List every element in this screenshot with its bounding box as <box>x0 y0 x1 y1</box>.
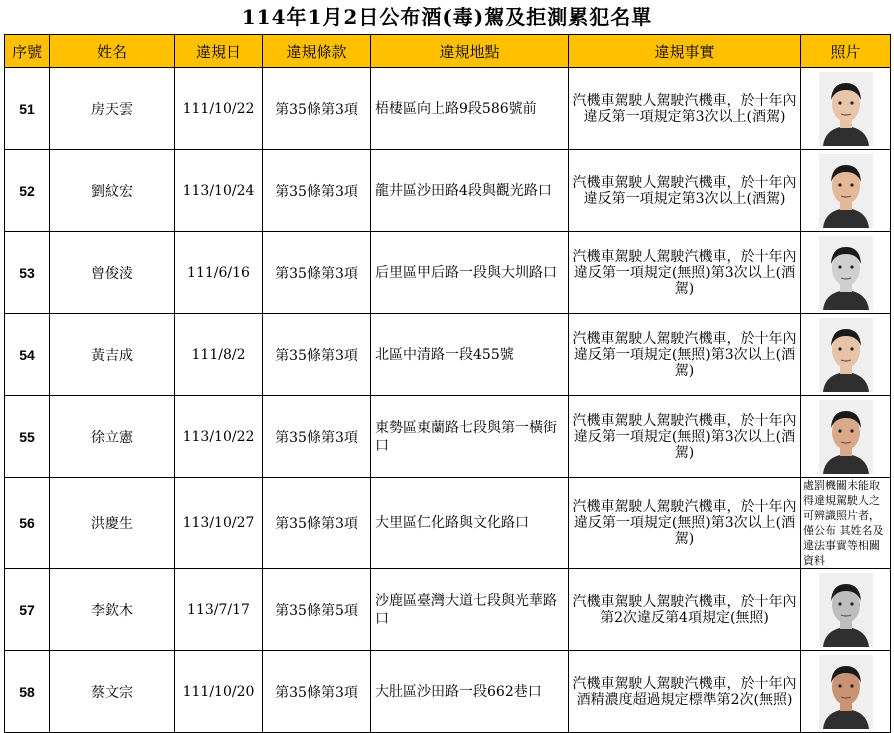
offender-photo <box>819 236 873 310</box>
row-seq: 53 <box>5 232 50 314</box>
row-name: 李欽木 <box>50 569 175 651</box>
row-fact: 汽機車駕駛人駕駛汽機車，於十年內違反第一項規定(無照)第3次以上(酒駕) <box>569 232 801 314</box>
table-row <box>5 478 891 569</box>
offender-photo <box>819 573 873 647</box>
row-location: 龍井區沙田路4段與觀光路口 <box>371 150 569 232</box>
row-location: 沙鹿區臺灣大道七段與光華路口 <box>371 569 569 651</box>
header-clause: 違規條款 <box>263 35 371 68</box>
row-fact: 汽機車駕駛人駕駛汽機車，於十年內違反第一項規定(無照)第3次以上(酒駕) <box>569 396 801 478</box>
row-photo <box>801 150 891 232</box>
row-location: 大里區仁化路與文化路口 <box>371 478 569 569</box>
row-photo <box>801 651 891 733</box>
row-date: 113/10/22 <box>175 396 263 478</box>
row-name: 徐立憲 <box>50 396 175 478</box>
offender-photo <box>819 318 873 392</box>
offender-table <box>4 34 891 733</box>
row-fact: 汽機車駕駛人駕駛汽機車，於十年內違反第一項規定第3次以上(酒駕) <box>569 68 801 150</box>
page-title: 114年1月2日公布酒(毒)駕及拒測累犯名單 <box>241 5 653 29</box>
row-photo <box>801 396 891 478</box>
offender-photo <box>819 154 873 228</box>
table-row <box>5 232 891 314</box>
header-seq: 序號 <box>5 35 50 68</box>
row-clause: 第35條第3項 <box>263 314 371 396</box>
header-location: 違規地點 <box>371 35 569 68</box>
row-name: 洪慶生 <box>50 478 175 569</box>
row-location: 大肚區沙田路一段662巷口 <box>371 651 569 733</box>
header-date: 違規日 <box>175 35 263 68</box>
row-photo <box>801 478 891 569</box>
row-date: 111/6/16 <box>175 232 263 314</box>
row-name: 黃吉成 <box>50 314 175 396</box>
table-row <box>5 68 891 150</box>
header-name: 姓名 <box>50 35 175 68</box>
row-name: 曾俊淩 <box>50 232 175 314</box>
row-date: 113/7/17 <box>175 569 263 651</box>
row-seq: 54 <box>5 314 50 396</box>
row-photo <box>801 232 891 314</box>
row-fact: 汽機車駕駛人駕駛汽機車，於十年內違反第一項規定第3次以上(酒駕) <box>569 150 801 232</box>
row-fact: 汽機車駕駛人駕駛汽機車，於十年內酒精濃度超過規定標準第2次(無照) <box>569 651 801 733</box>
row-photo <box>801 68 891 150</box>
photo-unavailable-note: 處罰機關未能取得違規駕駛人之可辨識照片者，僅公布 其姓名及違法事實等相關資料 <box>803 479 884 567</box>
table-row <box>5 150 891 232</box>
row-date: 111/10/22 <box>175 68 263 150</box>
table-row <box>5 651 891 733</box>
table-row <box>5 314 891 396</box>
row-seq: 58 <box>5 651 50 733</box>
row-location: 梧棲區向上路9段586號前 <box>371 68 569 150</box>
row-date: 111/8/2 <box>175 314 263 396</box>
row-name: 蔡文宗 <box>50 651 175 733</box>
row-clause: 第35條第3項 <box>263 651 371 733</box>
row-fact: 汽機車駕駛人駕駛汽機車，於十年內第2次違反第4項規定(無照) <box>569 569 801 651</box>
row-date: 111/10/20 <box>175 651 263 733</box>
offender-photo <box>819 72 873 146</box>
table-row <box>5 396 891 478</box>
row-photo <box>801 314 891 396</box>
header-row <box>5 35 891 68</box>
row-seq: 51 <box>5 68 50 150</box>
row-date: 113/10/24 <box>175 150 263 232</box>
header-photo: 照片 <box>801 35 891 68</box>
row-fact: 汽機車駕駛人駕駛汽機車，於十年內違反第一項規定(無照)第3次以上(酒駕) <box>569 478 801 569</box>
row-clause: 第35條第3項 <box>263 232 371 314</box>
row-seq: 55 <box>5 396 50 478</box>
row-location: 后里區甲后路一段與大圳路口 <box>371 232 569 314</box>
row-clause: 第35條第3項 <box>263 478 371 569</box>
row-date: 113/10/27 <box>175 478 263 569</box>
row-seq: 57 <box>5 569 50 651</box>
row-fact: 汽機車駕駛人駕駛汽機車，於十年內違反第一項規定(無照)第3次以上(酒駕) <box>569 314 801 396</box>
row-name: 劉紋宏 <box>50 150 175 232</box>
row-photo <box>801 569 891 651</box>
row-clause: 第35條第5項 <box>263 569 371 651</box>
row-clause: 第35條第3項 <box>263 150 371 232</box>
offender-photo <box>819 655 873 729</box>
row-location: 東勢區東蘭路七段與第一橫街口 <box>371 396 569 478</box>
row-clause: 第35條第3項 <box>263 68 371 150</box>
header-fact: 違規事實 <box>569 35 801 68</box>
table-row <box>5 569 891 651</box>
row-location: 北區中清路一段455號 <box>371 314 569 396</box>
row-clause: 第35條第3項 <box>263 396 371 478</box>
row-seq: 52 <box>5 150 50 232</box>
row-name: 房天雲 <box>50 68 175 150</box>
row-seq: 56 <box>5 478 50 569</box>
offender-photo <box>819 400 873 474</box>
